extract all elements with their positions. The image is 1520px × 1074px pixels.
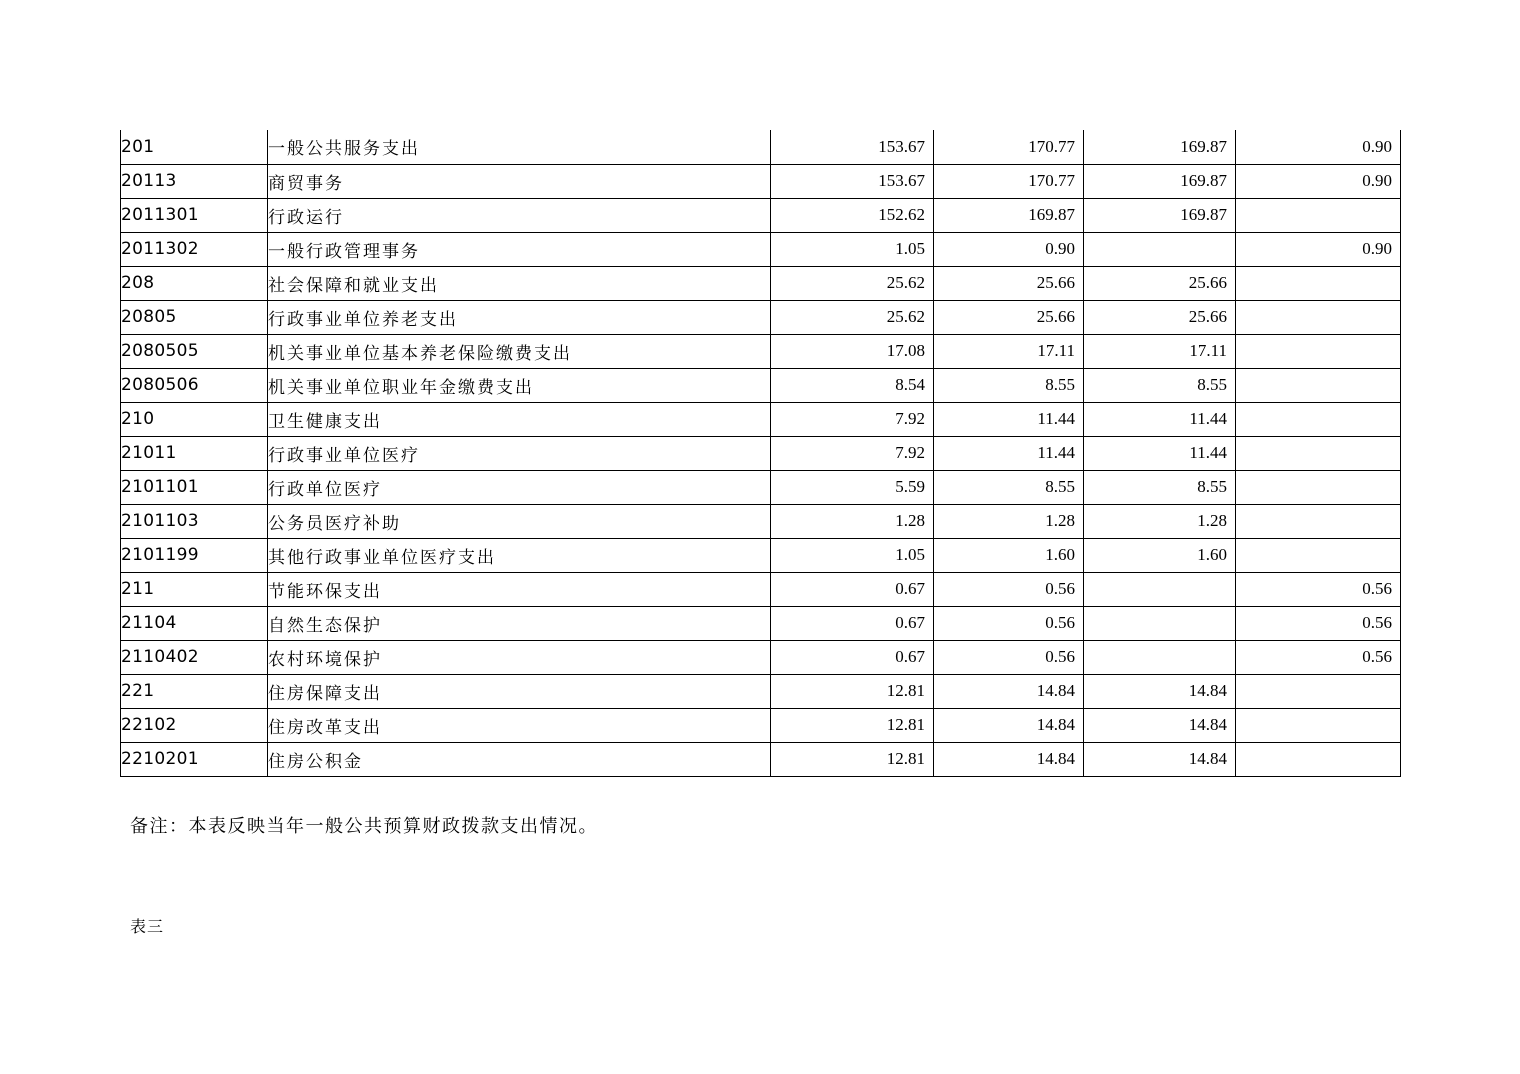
- last-year-value-cell: 0.67: [771, 640, 934, 674]
- subject-name-cell: 住房保障支出: [268, 674, 771, 708]
- last-year-value-cell: 25.62: [771, 300, 934, 334]
- table-row: [121, 130, 1401, 164]
- total-value-cell: 25.66: [934, 266, 1084, 300]
- last-year-value-cell: 7.92: [771, 402, 934, 436]
- total-value-cell: 0.56: [934, 572, 1084, 606]
- last-year-value-cell: 1.05: [771, 538, 934, 572]
- table-row: [121, 708, 1401, 742]
- subject-name-cell: 节能环保支出: [268, 572, 771, 606]
- total-value-cell: 1.60: [934, 538, 1084, 572]
- project-expenditure-cell: 0.90: [1236, 164, 1401, 198]
- subject-code-cell: 211: [121, 572, 268, 606]
- last-year-value-cell: 12.81: [771, 708, 934, 742]
- table-row: [121, 198, 1401, 232]
- project-expenditure-cell: 0.90: [1236, 130, 1401, 164]
- last-year-value-cell: 7.92: [771, 436, 934, 470]
- last-year-value-cell: 8.54: [771, 368, 934, 402]
- basic-expenditure-cell: 1.28: [1084, 504, 1236, 538]
- total-value-cell: 0.56: [934, 640, 1084, 674]
- table-row: [121, 674, 1401, 708]
- project-expenditure-cell: [1236, 334, 1401, 368]
- total-value-cell: 14.84: [934, 742, 1084, 776]
- last-year-value-cell: 0.67: [771, 572, 934, 606]
- table-row: [121, 470, 1401, 504]
- table-row: [121, 164, 1401, 198]
- subject-name-cell: 机关事业单位职业年金缴费支出: [268, 368, 771, 402]
- subject-name-cell: 商贸事务: [268, 164, 771, 198]
- basic-expenditure-cell: 169.87: [1084, 130, 1236, 164]
- subject-name-cell: 卫生健康支出: [268, 402, 771, 436]
- subject-code-cell: 20113: [121, 164, 268, 198]
- subject-code-cell: 2101101: [121, 470, 268, 504]
- table-row: [121, 538, 1401, 572]
- table-row: [121, 368, 1401, 402]
- total-value-cell: 11.44: [934, 402, 1084, 436]
- project-expenditure-cell: 0.56: [1236, 640, 1401, 674]
- project-expenditure-cell: [1236, 470, 1401, 504]
- last-year-value-cell: 17.08: [771, 334, 934, 368]
- last-year-value-cell: 12.81: [771, 742, 934, 776]
- subject-name-cell: 其他行政事业单位医疗支出: [268, 538, 771, 572]
- basic-expenditure-cell: 169.87: [1084, 198, 1236, 232]
- basic-expenditure-cell: 25.66: [1084, 266, 1236, 300]
- subject-code-cell: 210: [121, 402, 268, 436]
- subject-name-cell: 住房公积金: [268, 742, 771, 776]
- basic-expenditure-cell: [1084, 572, 1236, 606]
- subject-code-cell: 20805: [121, 300, 268, 334]
- subject-name-cell: 公务员医疗补助: [268, 504, 771, 538]
- project-expenditure-cell: [1236, 402, 1401, 436]
- project-expenditure-cell: [1236, 368, 1401, 402]
- last-year-value-cell: 1.28: [771, 504, 934, 538]
- subject-name-cell: 农村环境保护: [268, 640, 771, 674]
- subject-code-cell: 2101199: [121, 538, 268, 572]
- subject-code-cell: 21011: [121, 436, 268, 470]
- basic-expenditure-cell: 14.84: [1084, 674, 1236, 708]
- subject-code-cell: 2110402: [121, 640, 268, 674]
- project-expenditure-cell: [1236, 708, 1401, 742]
- subject-name-cell: 行政事业单位养老支出: [268, 300, 771, 334]
- table-row: [121, 266, 1401, 300]
- subject-name-cell: 一般行政管理事务: [268, 232, 771, 266]
- project-expenditure-cell: [1236, 300, 1401, 334]
- basic-expenditure-cell: 169.87: [1084, 164, 1236, 198]
- total-value-cell: 25.66: [934, 300, 1084, 334]
- total-value-cell: 8.55: [934, 368, 1084, 402]
- project-expenditure-cell: 0.56: [1236, 606, 1401, 640]
- total-value-cell: 11.44: [934, 436, 1084, 470]
- basic-expenditure-cell: 14.84: [1084, 708, 1236, 742]
- subject-code-cell: 22102: [121, 708, 268, 742]
- subject-code-cell: 21104: [121, 606, 268, 640]
- total-value-cell: 170.77: [934, 130, 1084, 164]
- total-value-cell: 14.84: [934, 708, 1084, 742]
- basic-expenditure-cell: [1084, 606, 1236, 640]
- last-year-value-cell: 25.62: [771, 266, 934, 300]
- table-body: [121, 130, 1401, 776]
- project-expenditure-cell: [1236, 266, 1401, 300]
- last-year-value-cell: 153.67: [771, 164, 934, 198]
- subject-code-cell: 2101103: [121, 504, 268, 538]
- last-year-value-cell: 0.67: [771, 606, 934, 640]
- total-value-cell: 170.77: [934, 164, 1084, 198]
- table-row: [121, 334, 1401, 368]
- project-expenditure-cell: [1236, 538, 1401, 572]
- total-value-cell: 8.55: [934, 470, 1084, 504]
- project-expenditure-cell: [1236, 674, 1401, 708]
- table-row: [121, 742, 1401, 776]
- subject-code-cell: 201: [121, 130, 268, 164]
- subject-name-cell: 行政运行: [268, 198, 771, 232]
- subject-name-cell: 行政单位医疗: [268, 470, 771, 504]
- total-value-cell: 0.56: [934, 606, 1084, 640]
- last-year-value-cell: 153.67: [771, 130, 934, 164]
- last-year-value-cell: 5.59: [771, 470, 934, 504]
- basic-expenditure-cell: [1084, 640, 1236, 674]
- project-expenditure-cell: [1236, 436, 1401, 470]
- table-row: [121, 504, 1401, 538]
- subject-code-cell: 2080506: [121, 368, 268, 402]
- subject-name-cell: 住房改革支出: [268, 708, 771, 742]
- subject-code-cell: 2011301: [121, 198, 268, 232]
- total-value-cell: 0.90: [934, 232, 1084, 266]
- project-expenditure-cell: [1236, 742, 1401, 776]
- basic-expenditure-cell: 8.55: [1084, 470, 1236, 504]
- subject-name-cell: 一般公共服务支出: [268, 130, 771, 164]
- project-expenditure-cell: 0.56: [1236, 572, 1401, 606]
- project-expenditure-cell: [1236, 504, 1401, 538]
- last-year-value-cell: 152.62: [771, 198, 934, 232]
- total-value-cell: 1.28: [934, 504, 1084, 538]
- table-row: [121, 232, 1401, 266]
- total-value-cell: 17.11: [934, 334, 1084, 368]
- basic-expenditure-cell: 25.66: [1084, 300, 1236, 334]
- table-row: [121, 606, 1401, 640]
- last-year-value-cell: 12.81: [771, 674, 934, 708]
- project-expenditure-cell: 0.90: [1236, 232, 1401, 266]
- total-value-cell: 14.84: [934, 674, 1084, 708]
- basic-expenditure-cell: 11.44: [1084, 436, 1236, 470]
- basic-expenditure-cell: 8.55: [1084, 368, 1236, 402]
- next-table-label: 表三: [130, 917, 165, 936]
- basic-expenditure-cell: 11.44: [1084, 402, 1236, 436]
- table-note: 备注：本表反映当年一般公共预算财政拨款支出情况。: [130, 816, 598, 837]
- table-row: [121, 436, 1401, 470]
- last-year-value-cell: 1.05: [771, 232, 934, 266]
- subject-code-cell: 2210201: [121, 742, 268, 776]
- subject-name-cell: 社会保障和就业支出: [268, 266, 771, 300]
- subject-code-cell: 221: [121, 674, 268, 708]
- subject-code-cell: 208: [121, 266, 268, 300]
- basic-expenditure-cell: [1084, 232, 1236, 266]
- basic-expenditure-cell: 14.84: [1084, 742, 1236, 776]
- table-row: [121, 640, 1401, 674]
- budget-expenditure-table: [120, 130, 1401, 777]
- subject-name-cell: 行政事业单位医疗: [268, 436, 771, 470]
- subject-code-cell: 2011302: [121, 232, 268, 266]
- table-row: [121, 402, 1401, 436]
- project-expenditure-cell: [1236, 198, 1401, 232]
- subject-name-cell: 机关事业单位基本养老保险缴费支出: [268, 334, 771, 368]
- total-value-cell: 169.87: [934, 198, 1084, 232]
- subject-name-cell: 自然生态保护: [268, 606, 771, 640]
- subject-code-cell: 2080505: [121, 334, 268, 368]
- basic-expenditure-cell: 1.60: [1084, 538, 1236, 572]
- basic-expenditure-cell: 17.11: [1084, 334, 1236, 368]
- table-row: [121, 300, 1401, 334]
- table-row: [121, 572, 1401, 606]
